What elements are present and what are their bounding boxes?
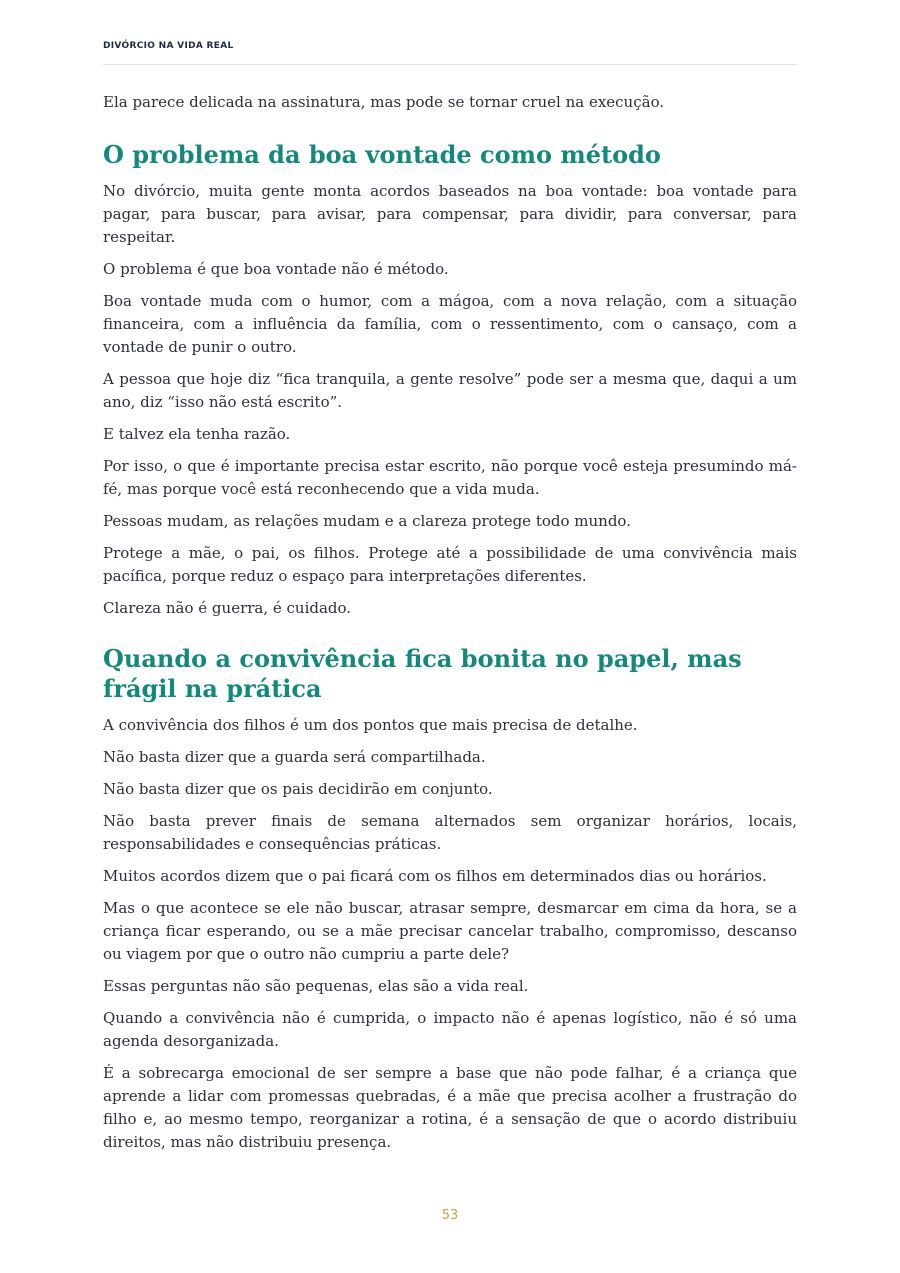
header-divider [103, 64, 797, 65]
body-paragraph: No divórcio, muita gente monta acordos baseados na boa vontade: boa vontade para pagar, para buscar, para avisar, para compensar, para dividir, para conversar, para respeitar. [103, 182, 797, 246]
body-paragraph: Não basta dizer que os pais decidirão em conjunto. [103, 780, 493, 798]
body-paragraph: A convivência dos filhos é um dos pontos que mais precisa de detalhe. [103, 716, 638, 734]
body-paragraph: Não basta prever finais de semana alternados sem organizar horários, locais, responsabilidades e consequências práticas. [103, 812, 797, 853]
body-paragraph: Pessoas mudam, as relações mudam e a clareza protege todo mundo. [103, 512, 631, 530]
body-paragraph: Quando a convivência não é cumprida, o impacto não é apenas logístico, não é só uma agenda desorganizada. [103, 1009, 797, 1050]
body-paragraph: O problema é que boa vontade não é método. [103, 260, 449, 278]
body-paragraph: Muitos acordos dizem que o pai ficará com os filhos em determinados dias ou horários. [103, 867, 767, 885]
page-number: 53 [441, 1208, 459, 1223]
body-paragraph: E talvez ela tenha razão. [103, 425, 291, 443]
page-content [103, 91, 797, 1163]
body-paragraph: Clareza não é guerra, é cuidado. [103, 599, 352, 617]
body-paragraph: Boa vontade muda com o humor, com a mágoa, com a nova relação, com a situação financeira, com a influência da família, com o ressentimento, com o cansaço, com a vontade de punir o outro. [103, 292, 797, 356]
body-paragraph: Não basta dizer que a guarda será compartilhada. [103, 748, 486, 766]
body-paragraph: A pessoa que hoje diz “fica tranquila, a gente resolve” pode ser a mesma que, daqui a um ano, diz “isso não está escrito”. [103, 370, 797, 411]
section-heading-boa-vontade: O problema da boa vontade como método [103, 140, 661, 169]
intro-paragraph: Ela parece delicada na assinatura, mas pode se tornar cruel na execução. [103, 93, 665, 111]
body-paragraph: Essas perguntas não são pequenas, elas são a vida real. [103, 977, 529, 995]
body-paragraph: Mas o que acontece se ele não buscar, atrasar sempre, desmarcar em cima da hora, se a criança ficar esperando, ou se a mãe precisar cancelar trabalho, compromisso, descanso ou viagem por que o outro não cumpriu a parte dele? [103, 899, 797, 963]
body-paragraph: Protege a mãe, o pai, os filhos. Protege até a possibilidade de uma convivência mais pacífica, porque reduz o espaço para interpretações diferentes. [103, 544, 797, 585]
running-header: DIVÓRCIO NA VIDA REAL [103, 41, 234, 51]
section-heading-convivencia: Quando a convivência fica bonita no papel, mas frágil na prática [103, 644, 742, 703]
body-paragraph: Por isso, o que é importante precisa estar escrito, não porque você esteja presumindo má-fé, mas porque você está reconhecendo que a vida muda. [103, 457, 797, 498]
body-paragraph: É a sobrecarga emocional de ser sempre a base que não pode falhar, é a criança que aprende a lidar com promessas quebradas, é a mãe que precisa acolher a frustração do filho e, ao mesmo tempo, reorganizar a rotina, é a sensação de que o acordo distribuiu direitos, mas não distribuiu presença. [103, 1064, 797, 1151]
